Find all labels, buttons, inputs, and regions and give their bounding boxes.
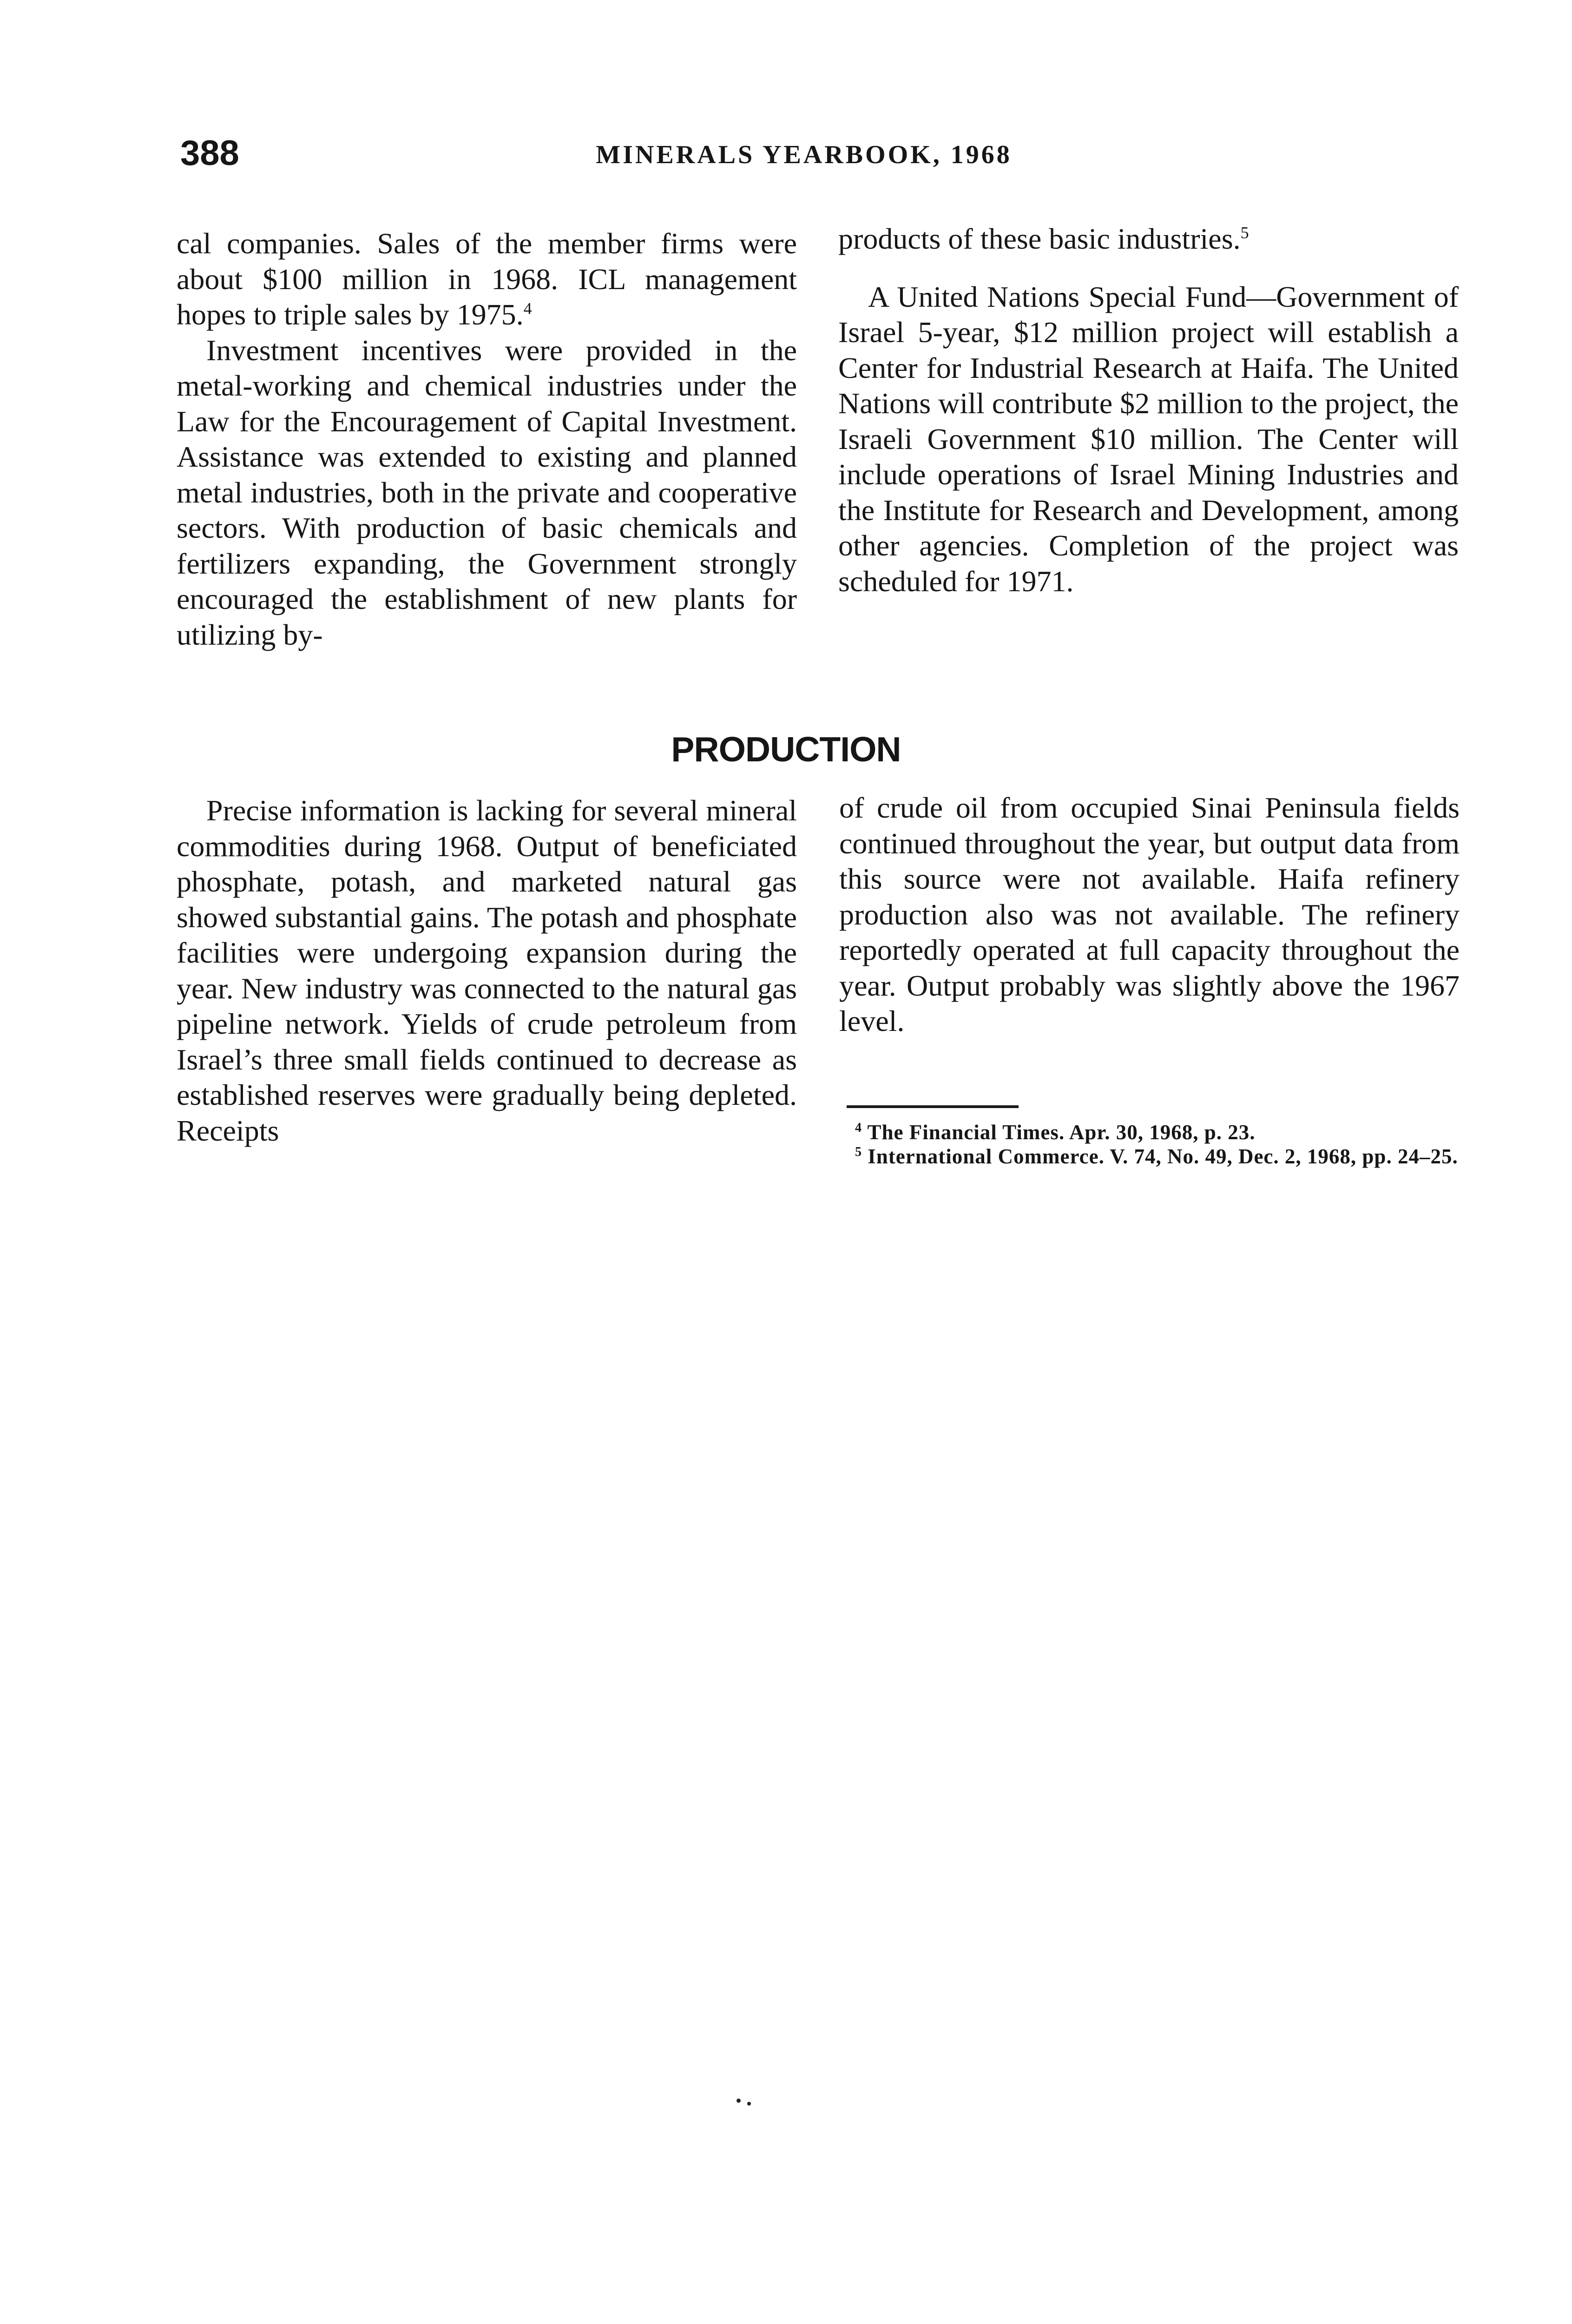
footnote-ref-4: 4: [523, 299, 532, 318]
footnotes: [839, 1120, 1460, 1169]
production-right-column: [839, 790, 1460, 1039]
top-left-column: [177, 226, 797, 653]
paragraph-investment-incentives: Investment incentives were provided in the metal-working and chemical industries under the Law for the Encouragement of Capital Investment. Assistance was extended to existing and planned metal industries, both in the private and cooperative sectors. With production of basic chemicals and fertilizers expanding, the Government strongly encouraged the establishment of new plants for utilizing by-: [177, 333, 797, 651]
footnote-divider: [847, 1105, 1019, 1108]
footnote-5: [839, 1144, 1460, 1169]
footnote-text: The Financial Times. Apr. 30, 1968, p. 23.: [867, 1121, 1256, 1144]
footnote-ref-5: 5: [1240, 223, 1249, 242]
page-number: 388: [180, 133, 239, 173]
running-head-title: MINERALS YEARBOOK, 1968: [596, 140, 1012, 169]
production-left-column: [177, 793, 797, 1149]
paragraph-text: cal companies. Sales of the member firms were about $100 million in 1968. ICL management hopes to triple sales by 1975.: [177, 227, 797, 331]
top-right-column: [838, 221, 1459, 599]
paragraph-byproducts: [838, 221, 1459, 257]
paragraph-text: products of these basic industries.: [838, 222, 1241, 255]
print-speck: [747, 2102, 751, 2106]
paragraph-production-overview: Precise information is lacking for several mineral commodities during 1968. Output of beneficiated phosphate, potash, and marketed natural gas showed substantial gains. The potash and phosphate facilities were undergoing expansion during the year. New industry was connected to the natural gas pipeline network. Yields of crude petroleum from Israel’s three small fields continued to decrease as established reserves were gradually being depleted. Receipts: [177, 794, 797, 1147]
footnote-number: 5: [855, 1145, 862, 1159]
section-heading-production: PRODUCTION: [671, 730, 901, 769]
paragraph-un-special-fund: A United Nations Special Fund—Government of Israel 5-year, $12 million project will establish a Center for Industrial Research at Haifa. The United Nations will contribute $2 million to the project, the Israeli Government $10 million. The Center will include operations of Israel Mining Industries and the Institute for Research and Development, among other agencies. Completion of the project was scheduled for 1971.: [838, 280, 1459, 598]
footnote-4: [839, 1120, 1460, 1144]
footnote-text: International Commerce. V. 74, No. 49, Dec. 2, 1968, pp. 24–25.: [868, 1145, 1458, 1168]
paragraph-crude-oil-receipts: of crude oil from occupied Sinai Peninsula fields continued throughout the year, but output data from this source were not available. Haifa refinery production also was not available. The refinery reportedly operated at full capacity throughout the year. Output probably was slightly above the 1967 level.: [839, 791, 1460, 1037]
paragraph-icl-sales: [177, 226, 797, 333]
print-speck: [737, 2099, 741, 2103]
footnote-number: 4: [855, 1121, 862, 1135]
